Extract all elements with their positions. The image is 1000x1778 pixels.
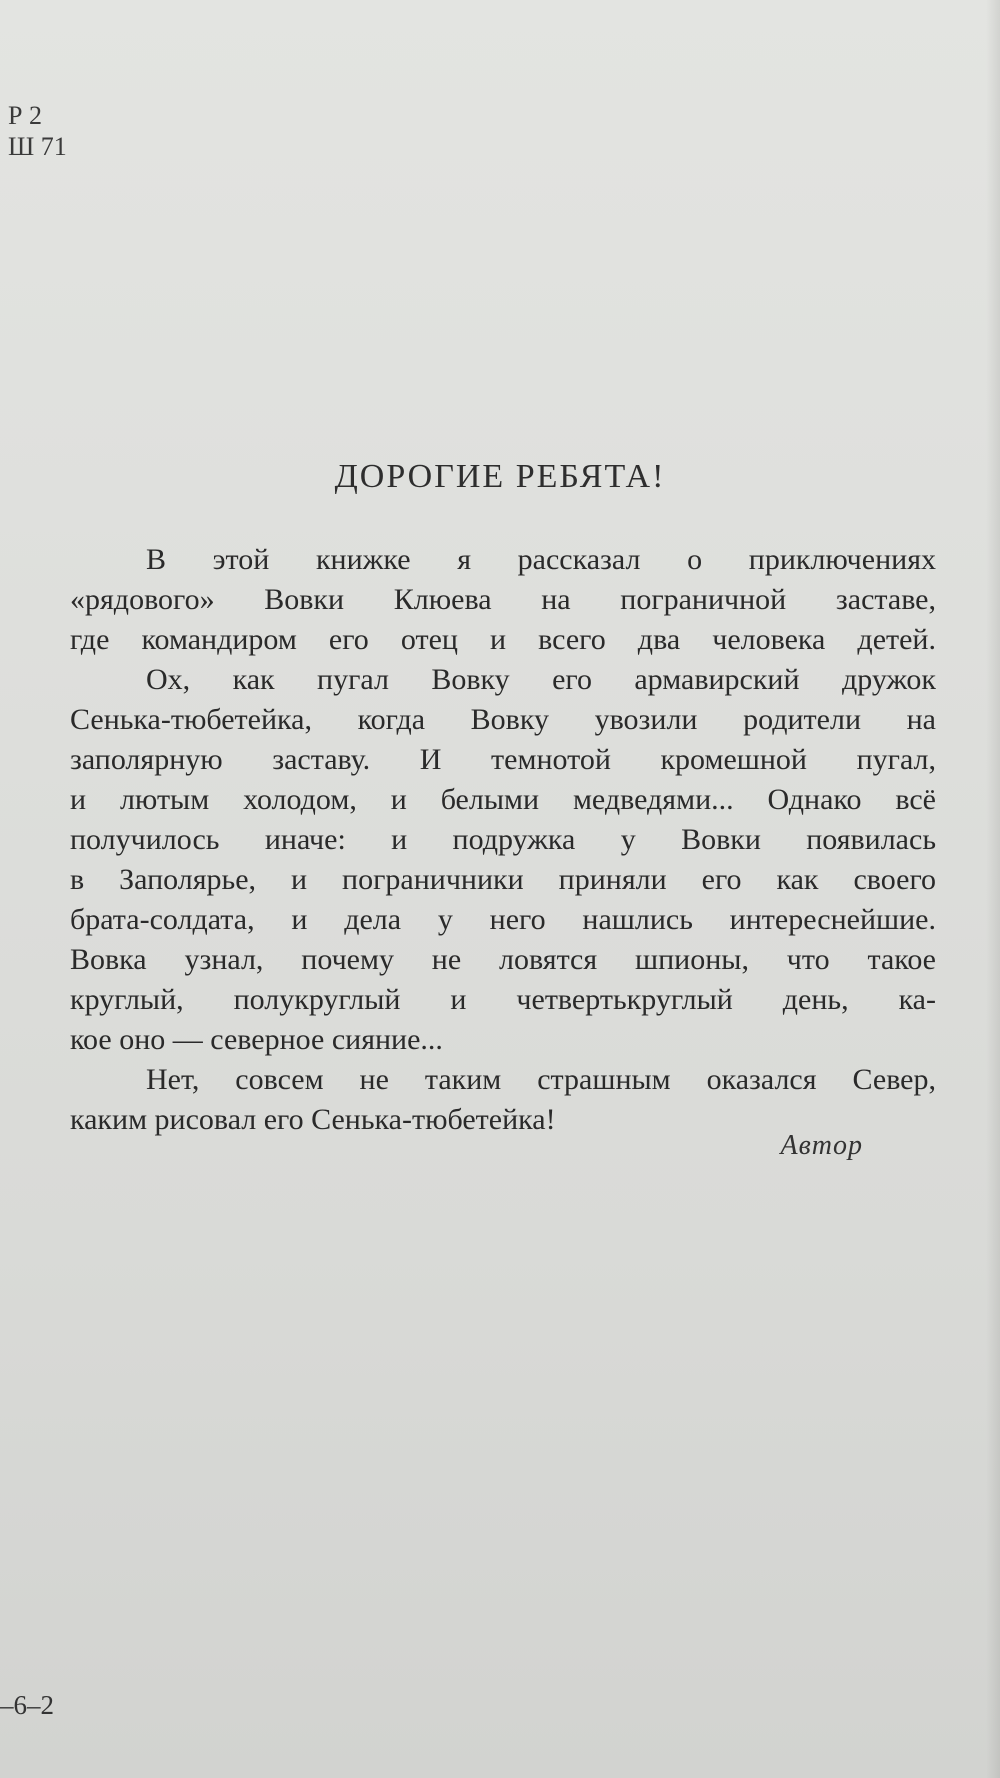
text-line: в Заполярье, и пограничники приняли его как своего (70, 863, 936, 896)
text-line: Сенька-тюбетейка, когда Вовку увозили родители на (70, 703, 936, 736)
page-edge-shadow (986, 0, 1000, 1778)
body-text (70, 540, 936, 1140)
paragraph-2 (70, 660, 936, 1060)
text-line: «рядового» Вовки Клюева на пограничной заставе, (70, 583, 936, 616)
author-signature: Автор (780, 1130, 863, 1161)
text-line: где командиром его отец и всего два человека детей. (70, 623, 936, 656)
text-line: В этой книжке я рассказал о приключениях (146, 543, 936, 576)
text-line: каким рисовал его Сенька-тюбетейка! (70, 1103, 556, 1136)
catalog-code (8, 100, 67, 162)
text-line: Вовка узнал, почему не ловятся шпионы, что такое (70, 943, 936, 976)
text-line: Ох, как пугал Вовку его армавирский дружок (146, 663, 936, 696)
paragraph-1 (70, 540, 936, 660)
catalog-code-line-1: Р 2 (8, 101, 42, 130)
footer-code: –6–2 (0, 1690, 54, 1720)
text-line: брата-солдата, и дела у него нашлись интереснейшие. (70, 903, 936, 936)
text-line: заполярную заставу. И темнотой кромешной пугал, (70, 743, 936, 776)
text-line: получилось иначе: и подружка у Вовки появилась (70, 823, 936, 856)
page-heading: ДОРОГИЕ РЕБЯТА! (334, 458, 666, 495)
text-line: круглый, полукруглый и четвертькруглый день, ка- (70, 983, 936, 1016)
catalog-code-line-2: Ш 71 (8, 132, 67, 161)
text-line: и лютым холодом, и белыми медведями... Однако всё (70, 783, 936, 816)
text-line: Нет, совсем не таким страшным оказался Север, (146, 1063, 936, 1096)
text-line: кое оно — северное сияние... (70, 1023, 443, 1056)
paragraph-3 (70, 1060, 936, 1140)
